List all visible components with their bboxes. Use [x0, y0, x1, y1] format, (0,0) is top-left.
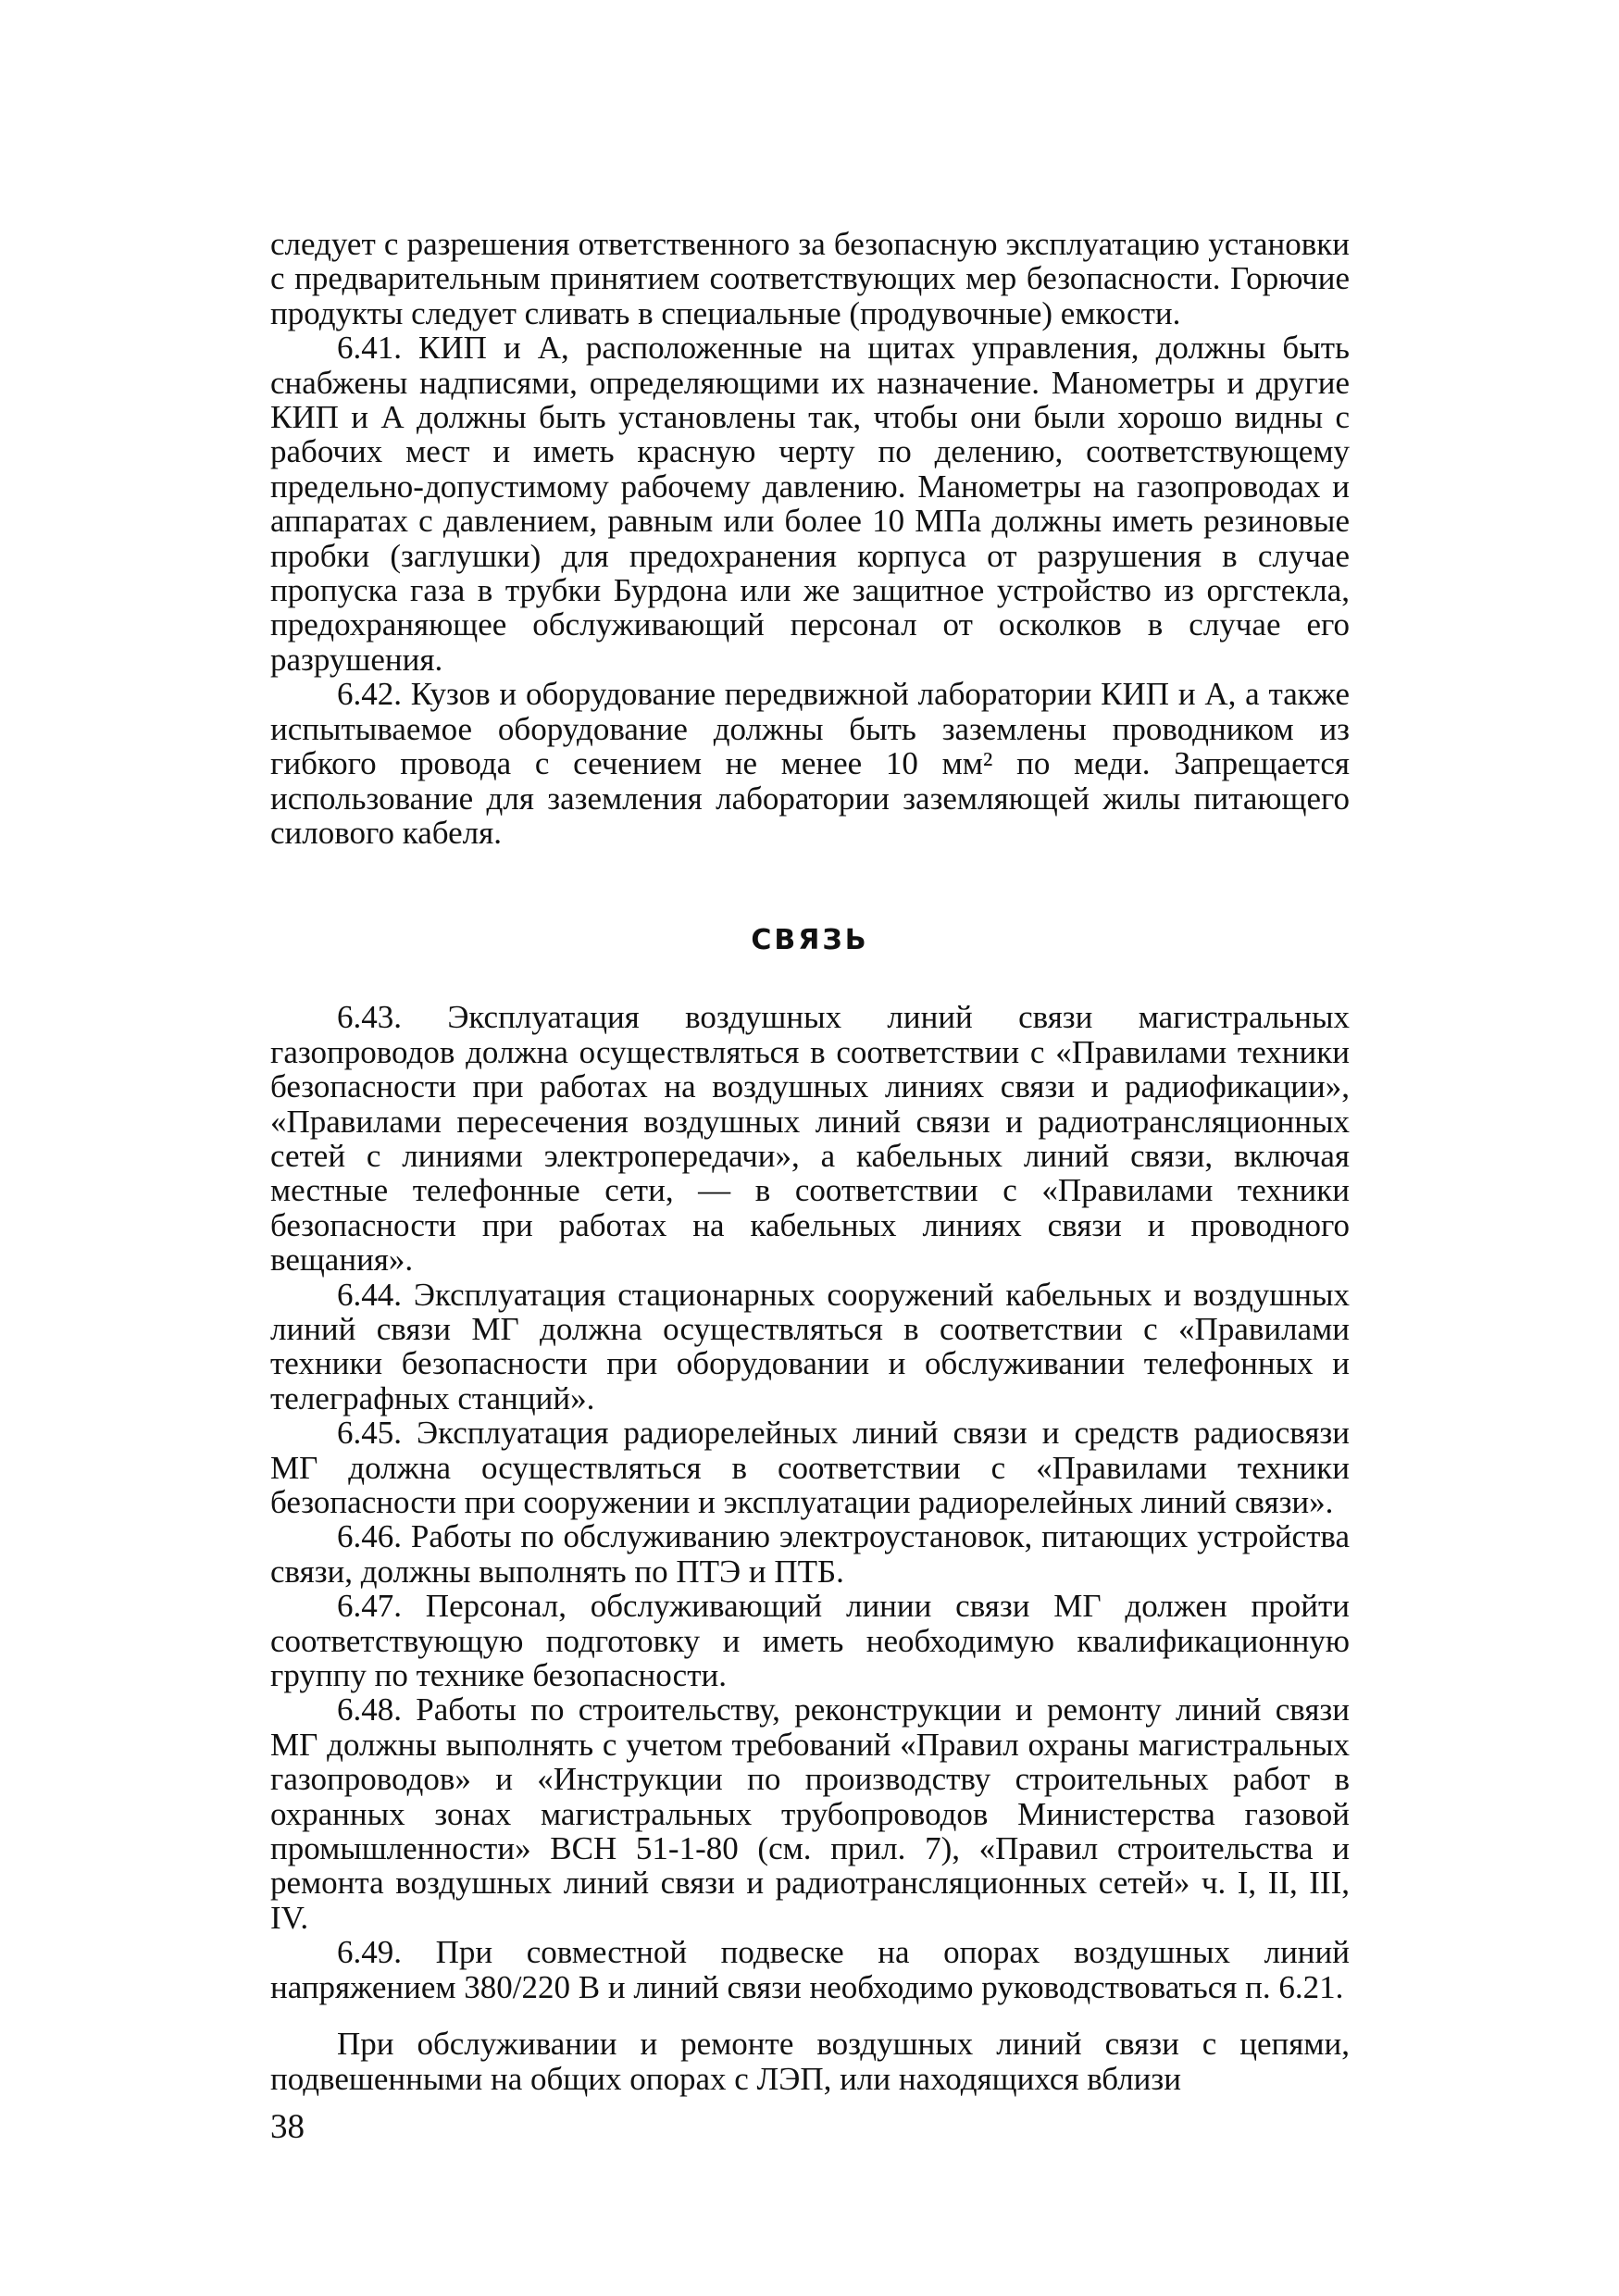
paragraph-6-47: 6.47. Персонал, обслуживающий линии связи МГ должен пройти соответствующую подготовку и иметь необходимую квалификационную группу по технике безопасности. — [270, 1588, 1350, 1694]
text-block-communications — [270, 1000, 1350, 2096]
paragraph-6-45: 6.45. Эксплуатация радиорелейных линий связи и средств радиосвязи МГ должна осуществляться в соответствии с «Правилами техники безопасности при сооружении и эксплуатации радиорелейных линий связи». — [270, 1415, 1350, 1520]
paragraph-6-44: 6.44. Эксплуатация стационарных сооружений кабельных и воздушных линий связи МГ должна осуществляться в соответствии с «Правилами техники безопасности при оборудовании и обслуживании телефонных и телеграфных станций». — [270, 1276, 1350, 1416]
paragraph-6-42: 6.42. Кузов и оборудование передвижной лаборатории КИП и А, а также испытываемое оборудование должны быть заземлены проводником из гибкого провода с сечением не менее 10 мм² по меди. Запрещается использование для заземления лаборатории заземляющей жилы питающего силового кабеля. — [270, 676, 1350, 851]
paragraph-6-49: 6.49. При совместной подвеске на опорах воздушных линий напряжением 380/220 В и линий связи необходимо руководствоваться п. 6.21. — [270, 1934, 1350, 2005]
paragraph-continuation: следует с разрешения ответственного за безопасную эксплуатацию установки с предварительным принятием соответствующих мер безопасности. Горючие продукты следует сливать в специальные (продувочные) емкости. — [270, 226, 1350, 331]
section-heading: СВЯЗЬ — [751, 924, 869, 957]
paragraph-6-46: 6.46. Работы по обслуживанию электроустановок, питающих устройства связи, должны выполнять по ПТЭ и ПТБ. — [270, 1518, 1350, 1590]
paragraph-final: При обслуживании и ремонте воздушных линий связи с цепями, подвешенными на общих опорах с ЛЭП, или находящихся вблизи — [270, 2026, 1350, 2097]
paragraph-6-43: 6.43. Эксплуатация воздушных линий связи магистральных газопроводов должна осуществляться в соответствии с «Правилами техники безопасности при работах на воздушных линиях связи и радиофикации», «Правилами пересечения воздушных линий связи и радиотрансляционных сетей с линиями электропередачи», а кабельных линий связи, включая местные телефонные сети, — в соответствии с «Правилами техники безопасности при работах на кабельных линиях связи и проводного вещания». — [270, 999, 1350, 1279]
page-body — [270, 227, 1350, 2096]
paragraph-6-48: 6.48. Работы по строительству, реконструкции и ремонту линий связи МГ должны выполнять с учетом требований «Правил охраны магистральных газопроводов» и «Инструкции по производству строительных работ в охранных зонах магистральных трубопроводов Министерства газовой промышленности» ВСН 51-1-80 (см. прил. 7), «Правил строительства и ремонта воздушных линий связи и радиотрансляционных сетей» ч. I, II, III, IV. — [270, 1691, 1350, 1936]
page-number: 38 — [270, 2108, 305, 2146]
paragraph-6-41: 6.41. КИП и А, расположенные на щитах управления, должны быть снабжены надписями, определяющими их назначение. Манометры и другие КИП и А должны быть установлены так, чтобы они были хорошо видны с рабочих мест и иметь красную черту по делению, соответствующему предельно-допустимому рабочему давлению. Манометры на газопроводах и аппаратах с давлением, равным или более 10 МПа должны иметь резиновые пробки (заглушки) для предохранения корпуса от разрушения в случае пропуска газа в трубки Бурдона или же защитное устройство из оргстекла, предохраняющее обслуживающий персонал от осколков в случае его разрушения. — [270, 330, 1350, 678]
text-block-top — [270, 227, 1350, 850]
